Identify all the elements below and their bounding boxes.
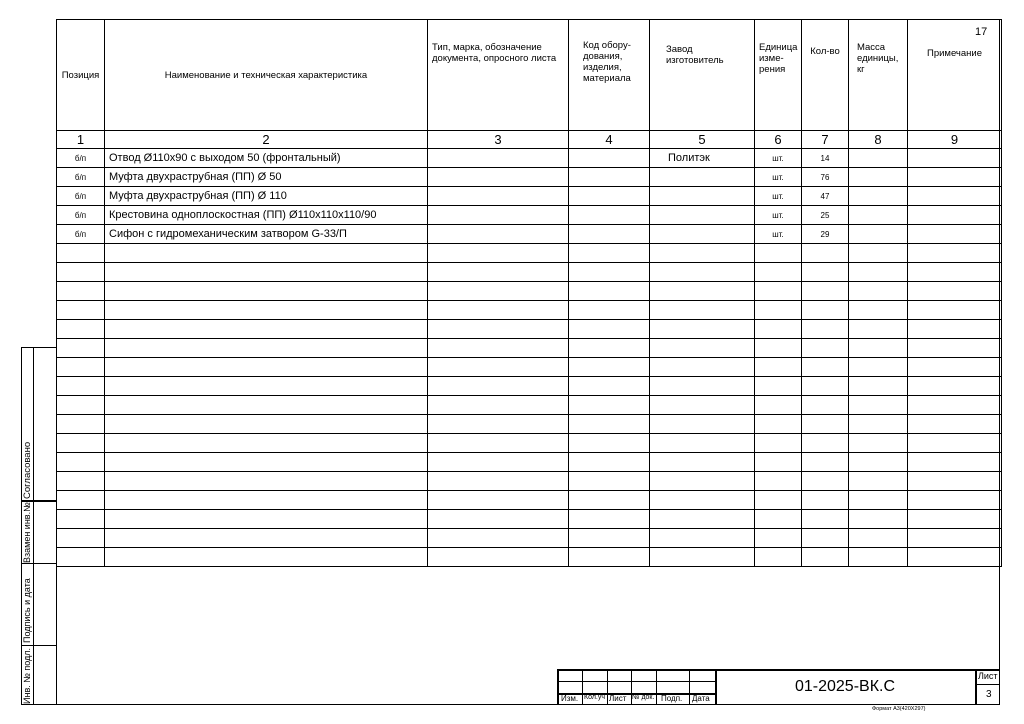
column-number: 8 — [849, 131, 908, 149]
table-row — [57, 434, 1002, 453]
cell-code — [569, 301, 650, 320]
cell-maker — [650, 358, 755, 377]
cell-qty: 25 — [802, 206, 849, 225]
title-block-line — [656, 669, 657, 705]
header-code: Код обору- дования, изделия, материала — [569, 20, 650, 131]
cell-mass — [849, 548, 908, 567]
cell-unit — [755, 339, 802, 358]
cell-qty — [802, 301, 849, 320]
cell-pos — [57, 491, 105, 510]
table-row — [57, 263, 1002, 282]
column-number: 4 — [569, 131, 650, 149]
cell-name — [105, 358, 428, 377]
cell-type — [428, 472, 569, 491]
cell-name — [105, 377, 428, 396]
agreed-label: Согласовано — [22, 441, 33, 499]
cell-maker — [650, 320, 755, 339]
cell-pos — [57, 510, 105, 529]
cell-note — [908, 377, 1002, 396]
cell-type — [428, 491, 569, 510]
cell-unit: шт. — [755, 149, 802, 168]
column-number: 7 — [802, 131, 849, 149]
cell-code — [569, 244, 650, 263]
cell-note — [908, 225, 1002, 244]
cell-note — [908, 282, 1002, 301]
cell-note — [908, 206, 1002, 225]
table-row — [57, 168, 1002, 187]
cell-note — [908, 187, 1002, 206]
cell-unit — [755, 301, 802, 320]
cell-qty — [802, 548, 849, 567]
cell-pos — [57, 358, 105, 377]
header-row — [57, 20, 1002, 131]
cell-pos — [57, 548, 105, 567]
cell-type — [428, 149, 569, 168]
cell-qty — [802, 263, 849, 282]
side-stamp-divider — [21, 563, 57, 564]
cell-qty — [802, 377, 849, 396]
cell-unit — [755, 263, 802, 282]
cell-code — [569, 358, 650, 377]
cell-code — [569, 415, 650, 434]
side-stamp-divider — [21, 645, 57, 646]
title-block-border — [557, 669, 559, 705]
cell-type — [428, 187, 569, 206]
cell-mass — [849, 415, 908, 434]
table-row — [57, 396, 1002, 415]
cell-mass — [849, 187, 908, 206]
table-row — [57, 377, 1002, 396]
cell-type — [428, 548, 569, 567]
cell-mass — [849, 149, 908, 168]
cell-qty — [802, 396, 849, 415]
cell-pos — [57, 434, 105, 453]
cell-unit — [755, 320, 802, 339]
cell-name: Сифон с гидромеханическим затвором G-33/П — [105, 225, 428, 244]
cell-qty: 29 — [802, 225, 849, 244]
cell-unit — [755, 244, 802, 263]
signature-date-label: Подпись и дата — [22, 578, 32, 643]
table-row — [57, 339, 1002, 358]
cell-name — [105, 320, 428, 339]
header-position: Позиция — [57, 20, 105, 131]
table-row — [57, 244, 1002, 263]
cell-unit — [755, 434, 802, 453]
cell-unit — [755, 377, 802, 396]
cell-mass — [849, 168, 908, 187]
cell-note — [908, 339, 1002, 358]
cell-name — [105, 415, 428, 434]
cell-name: Муфта двухраструбная (ПП) Ø 110 — [105, 187, 428, 206]
cell-name: Отвод Ø110х90 с выходом 50 (фронтальный) — [105, 149, 428, 168]
cell-mass — [849, 339, 908, 358]
cell-code — [569, 225, 650, 244]
cell-note — [908, 415, 1002, 434]
cell-type — [428, 320, 569, 339]
cell-type — [428, 282, 569, 301]
cell-mass — [849, 472, 908, 491]
cell-code — [569, 434, 650, 453]
cell-unit — [755, 491, 802, 510]
cell-maker — [650, 187, 755, 206]
cell-code — [569, 377, 650, 396]
cell-unit — [755, 548, 802, 567]
cell-name — [105, 301, 428, 320]
table-row — [57, 358, 1002, 377]
cell-type — [428, 225, 569, 244]
cell-unit — [755, 472, 802, 491]
cell-type — [428, 244, 569, 263]
header-manufacturer: Завод изготовитель — [650, 20, 755, 131]
cell-maker — [650, 453, 755, 472]
cell-mass — [849, 320, 908, 339]
cell-mass — [849, 206, 908, 225]
cell-name — [105, 282, 428, 301]
cell-maker — [650, 206, 755, 225]
cell-qty — [802, 491, 849, 510]
table-row — [57, 320, 1002, 339]
cell-note — [908, 548, 1002, 567]
cell-maker — [650, 434, 755, 453]
cell-code — [569, 263, 650, 282]
cell-maker — [650, 244, 755, 263]
header-quantity: Кол-во — [802, 20, 849, 131]
cell-maker — [650, 529, 755, 548]
cell-pos — [57, 453, 105, 472]
cell-name: Крестовина одноплоскостная (ПП) Ø110х110х110/90 — [105, 206, 428, 225]
column-number: 2 — [105, 131, 428, 149]
cell-qty — [802, 339, 849, 358]
cell-type — [428, 396, 569, 415]
table-row — [57, 510, 1002, 529]
cell-name — [105, 396, 428, 415]
cell-name — [105, 263, 428, 282]
cell-code — [569, 472, 650, 491]
cell-type — [428, 377, 569, 396]
cell-maker — [650, 225, 755, 244]
title-block-line — [607, 669, 608, 705]
cell-mass — [849, 434, 908, 453]
cell-code — [569, 548, 650, 567]
cell-pos — [57, 472, 105, 491]
cell-qty: 76 — [802, 168, 849, 187]
table-row — [57, 149, 1002, 168]
cell-note — [908, 396, 1002, 415]
table-row — [57, 225, 1002, 244]
column-number: 1 — [57, 131, 105, 149]
table-row — [57, 282, 1002, 301]
table-row — [57, 415, 1002, 434]
cell-mass — [849, 358, 908, 377]
cell-unit: шт. — [755, 206, 802, 225]
cell-type — [428, 415, 569, 434]
cell-mass — [849, 377, 908, 396]
cell-code — [569, 282, 650, 301]
cell-code — [569, 396, 650, 415]
column-number: 3 — [428, 131, 569, 149]
cell-note — [908, 168, 1002, 187]
cell-note — [908, 301, 1002, 320]
cell-qty — [802, 472, 849, 491]
cell-pos — [57, 339, 105, 358]
cell-mass — [849, 244, 908, 263]
cell-mass — [849, 453, 908, 472]
cell-qty — [802, 358, 849, 377]
column-number: 9 — [908, 131, 1002, 149]
cell-unit: шт. — [755, 187, 802, 206]
cell-unit: шт. — [755, 225, 802, 244]
cell-unit: шт. — [755, 168, 802, 187]
cell-code — [569, 206, 650, 225]
cell-note — [908, 453, 1002, 472]
cell-type — [428, 263, 569, 282]
cell-note — [908, 149, 1002, 168]
cell-mass — [849, 529, 908, 548]
cell-qty — [802, 434, 849, 453]
format-label: Формат А3(420Х297) — [872, 706, 926, 712]
cell-type — [428, 358, 569, 377]
title-block-line — [689, 669, 690, 705]
document-number-label: № док. — [632, 694, 655, 701]
document-code: 01-2025-ВК.С — [794, 678, 896, 695]
cell-note — [908, 320, 1002, 339]
cell-type — [428, 301, 569, 320]
cell-type — [428, 206, 569, 225]
cell-pos — [57, 282, 105, 301]
cell-name — [105, 453, 428, 472]
cell-qty — [802, 244, 849, 263]
table-row — [57, 187, 1002, 206]
cell-code — [569, 510, 650, 529]
changes-count-label: Кол.уч — [584, 694, 605, 701]
cell-mass — [849, 263, 908, 282]
cell-code — [569, 320, 650, 339]
cell-note — [908, 491, 1002, 510]
header-unit: Единица изме- рения — [755, 20, 802, 131]
cell-mass — [849, 282, 908, 301]
cell-note — [908, 529, 1002, 548]
cell-code — [569, 168, 650, 187]
cell-maker — [650, 301, 755, 320]
cell-maker — [650, 282, 755, 301]
cell-mass — [849, 510, 908, 529]
cell-code — [569, 149, 650, 168]
cell-mass — [849, 396, 908, 415]
cell-type — [428, 529, 569, 548]
cell-pos — [57, 263, 105, 282]
sheet-label: Лист — [978, 671, 998, 681]
cell-pos: б/п — [57, 225, 105, 244]
cell-note — [908, 510, 1002, 529]
cell-name — [105, 529, 428, 548]
cell-maker — [650, 339, 755, 358]
cell-maker — [650, 168, 755, 187]
cell-maker: Политэк — [650, 149, 755, 168]
table-row — [57, 529, 1002, 548]
cell-mass — [849, 491, 908, 510]
cell-name — [105, 434, 428, 453]
header-mass: Масса единицы, кг — [849, 20, 908, 131]
cell-type — [428, 434, 569, 453]
cell-pos — [57, 415, 105, 434]
cell-pos — [57, 244, 105, 263]
sheet-label-small: Лист — [609, 694, 627, 703]
sheet-value: 3 — [986, 689, 992, 700]
title-block-border — [975, 684, 1000, 685]
cell-type — [428, 510, 569, 529]
date-label: Дата — [692, 694, 710, 703]
cell-pos: б/п — [57, 187, 105, 206]
specification-table — [56, 19, 1002, 567]
cell-unit — [755, 529, 802, 548]
table-row — [57, 453, 1002, 472]
table-row — [57, 472, 1002, 491]
title-block-border — [557, 669, 1000, 671]
cell-qty: 14 — [802, 149, 849, 168]
cell-type — [428, 339, 569, 358]
cell-code — [569, 339, 650, 358]
cell-name — [105, 472, 428, 491]
cell-unit — [755, 453, 802, 472]
cell-qty — [802, 529, 849, 548]
cell-qty — [802, 282, 849, 301]
cell-pos — [57, 301, 105, 320]
cell-unit — [755, 396, 802, 415]
cell-type — [428, 453, 569, 472]
cell-code — [569, 529, 650, 548]
header-note: Примечание — [908, 20, 1002, 131]
table-row — [57, 206, 1002, 225]
table-row — [57, 301, 1002, 320]
cell-note — [908, 434, 1002, 453]
title-block-line — [557, 681, 715, 682]
cell-note — [908, 472, 1002, 491]
inventory-label: Инв. № подл. — [22, 647, 32, 704]
cell-name — [105, 548, 428, 567]
cell-code — [569, 491, 650, 510]
cell-maker — [650, 396, 755, 415]
revision-label: Изм. — [561, 694, 579, 703]
signature-label: Подп. — [661, 694, 683, 703]
cell-name — [105, 491, 428, 510]
cell-maker — [650, 263, 755, 282]
cell-unit — [755, 282, 802, 301]
cell-type — [428, 168, 569, 187]
cell-pos — [57, 396, 105, 415]
cell-name — [105, 244, 428, 263]
cell-mass — [849, 225, 908, 244]
cell-qty — [802, 453, 849, 472]
page-number: 17 — [975, 26, 988, 38]
cell-pos: б/п — [57, 168, 105, 187]
title-block-line — [582, 669, 583, 705]
cell-maker — [650, 472, 755, 491]
cell-name — [105, 339, 428, 358]
cell-pos: б/п — [57, 149, 105, 168]
side-stamp-divider — [33, 347, 34, 705]
cell-maker — [650, 415, 755, 434]
cell-qty — [802, 320, 849, 339]
cell-unit — [755, 510, 802, 529]
title-block-border — [975, 669, 977, 705]
cell-unit — [755, 415, 802, 434]
cell-note — [908, 263, 1002, 282]
cell-mass — [849, 301, 908, 320]
cell-qty — [802, 415, 849, 434]
cell-code — [569, 453, 650, 472]
cell-name: Муфта двухраструбная (ПП) Ø 50 — [105, 168, 428, 187]
title-block-border — [715, 669, 717, 705]
cell-unit — [755, 358, 802, 377]
cell-pos — [57, 377, 105, 396]
column-number: 6 — [755, 131, 802, 149]
cell-note — [908, 358, 1002, 377]
cell-maker — [650, 377, 755, 396]
cell-pos — [57, 529, 105, 548]
cell-maker — [650, 548, 755, 567]
column-number-row — [57, 131, 1002, 149]
cell-maker — [650, 510, 755, 529]
header-name: Наименование и техническая характеристика — [105, 20, 428, 131]
header-type: Тип, марка, обозначение документа, опросного листа — [428, 20, 569, 131]
table-row — [57, 491, 1002, 510]
column-number: 5 — [650, 131, 755, 149]
cell-qty — [802, 510, 849, 529]
cell-code — [569, 187, 650, 206]
cell-qty: 47 — [802, 187, 849, 206]
cell-note — [908, 244, 1002, 263]
cell-name — [105, 510, 428, 529]
replaced-inventory-label: Взамен инв.№ — [22, 502, 32, 563]
table-row — [57, 548, 1002, 567]
cell-maker — [650, 491, 755, 510]
cell-pos: б/п — [57, 206, 105, 225]
cell-pos — [57, 320, 105, 339]
